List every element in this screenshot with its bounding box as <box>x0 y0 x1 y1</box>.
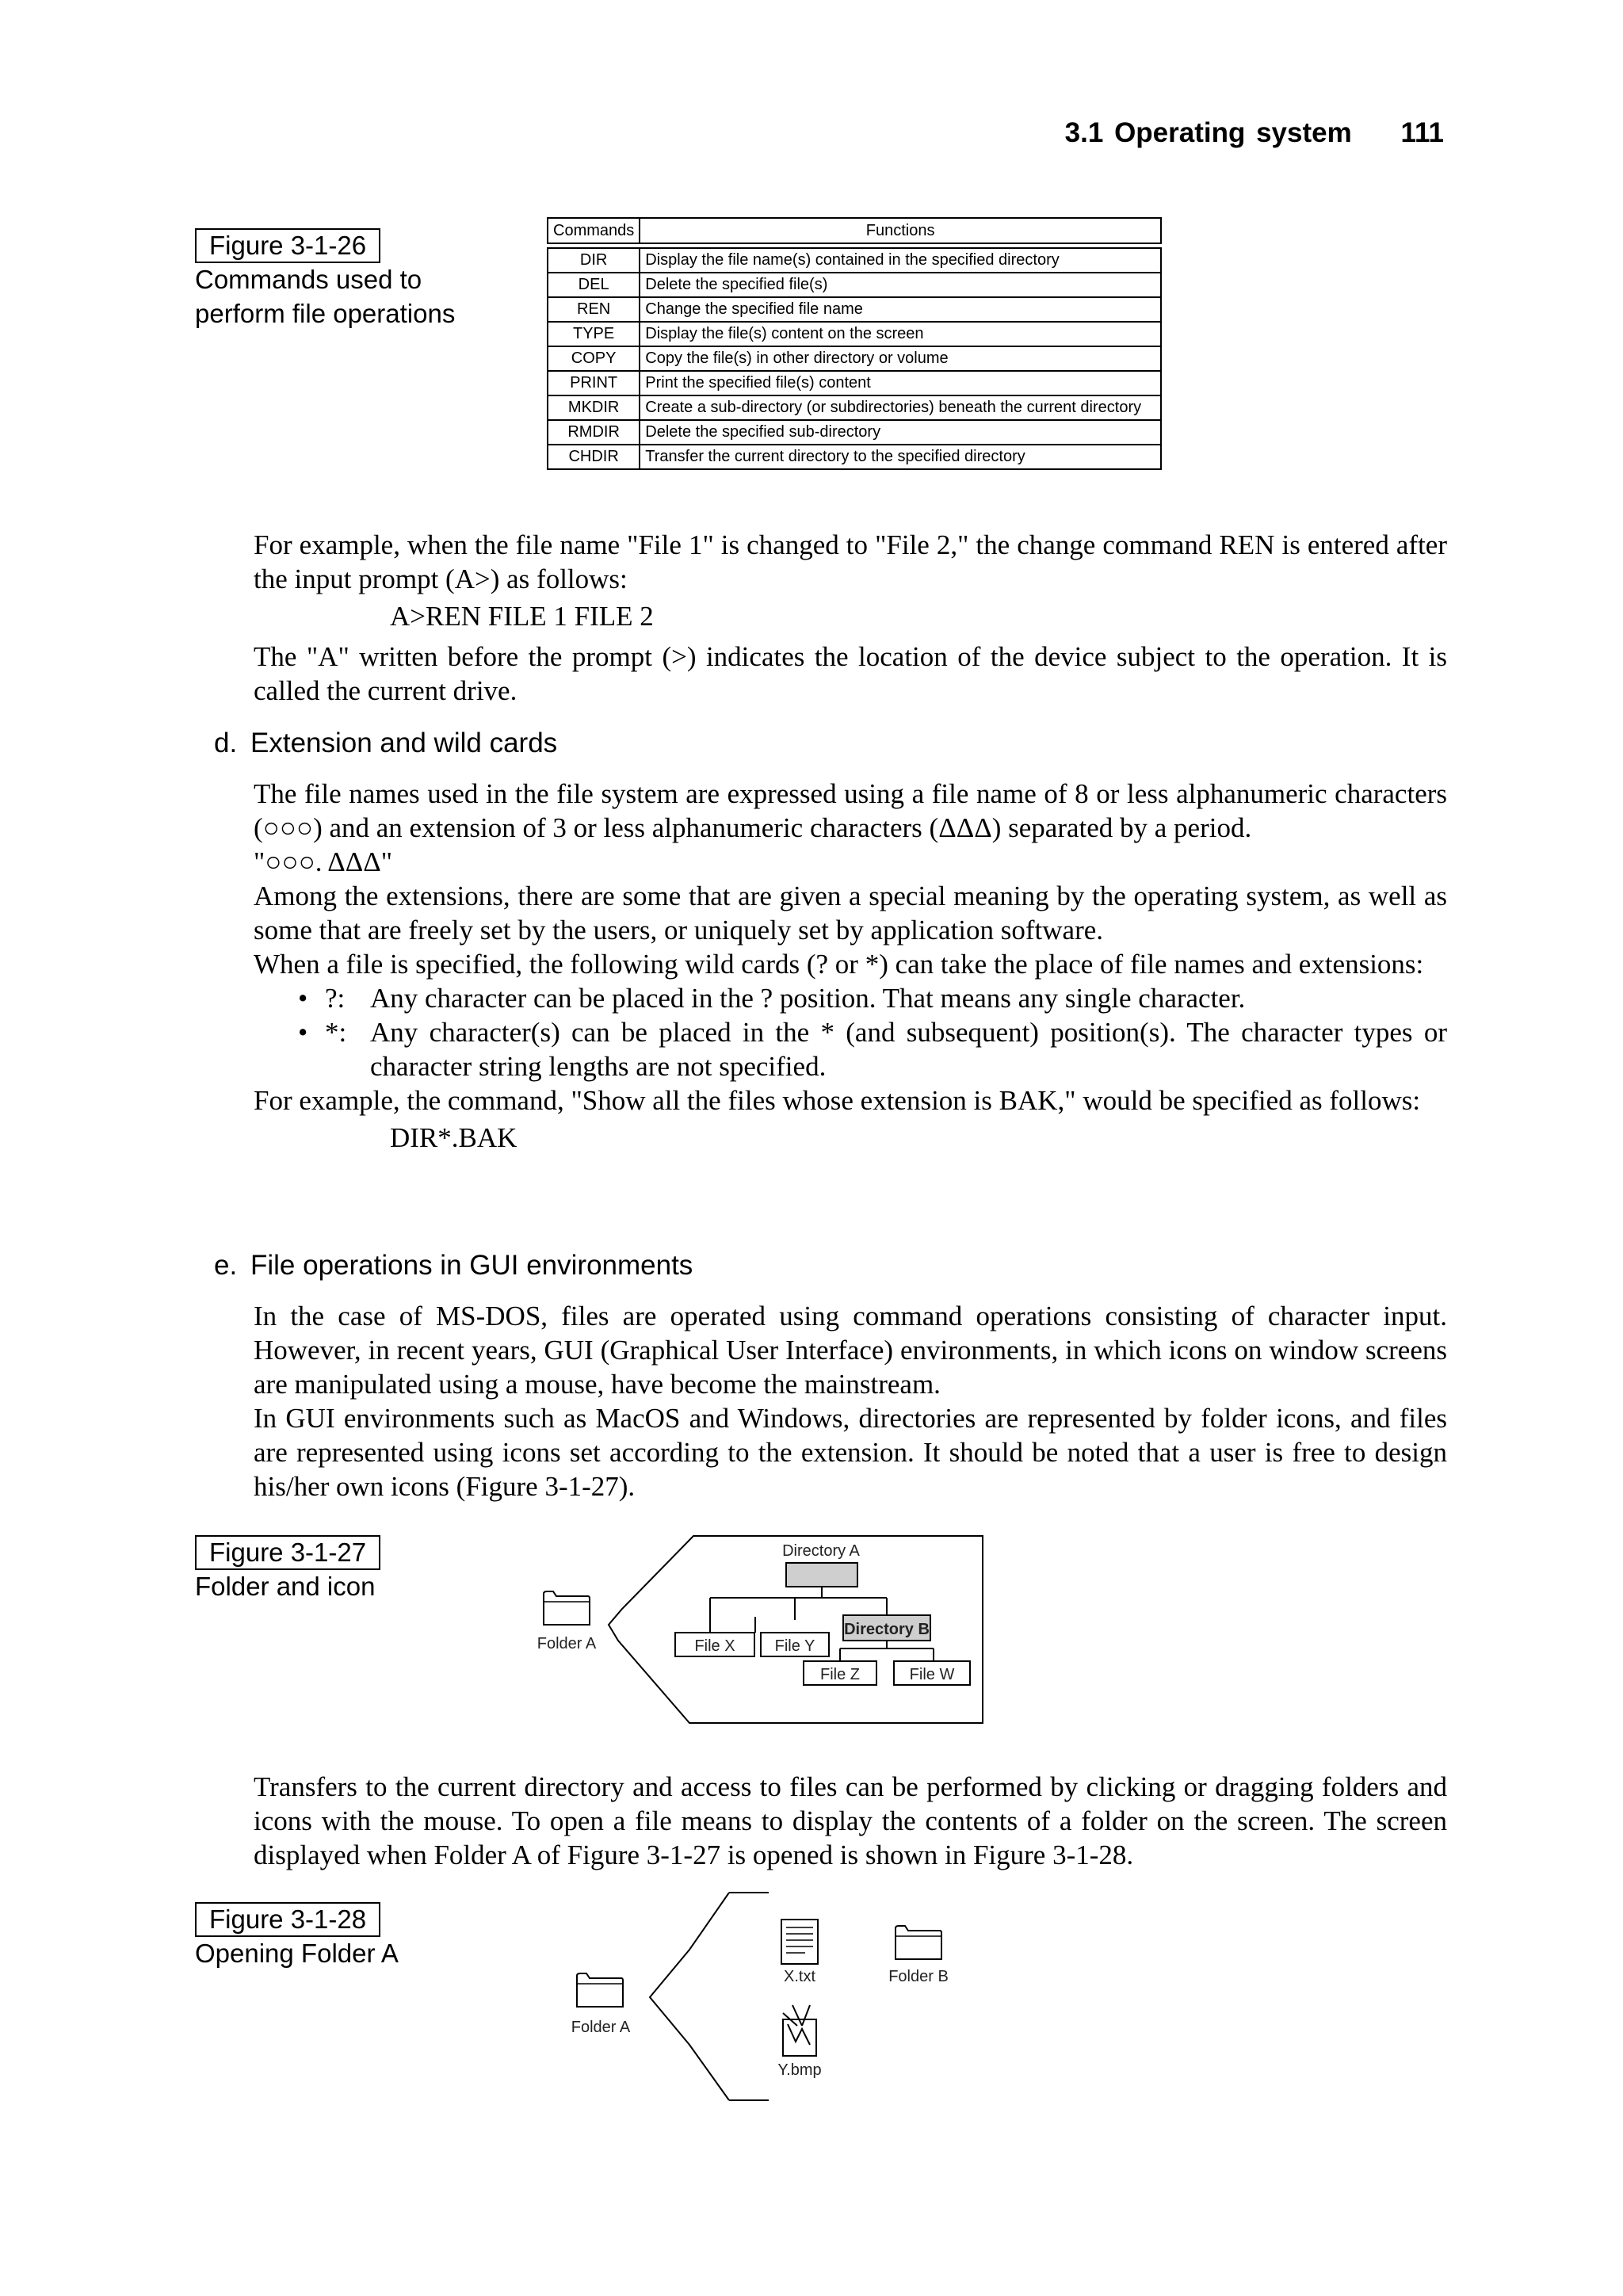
table-row <box>548 248 1161 273</box>
directory-a-label: Directory A <box>782 1542 860 1560</box>
section-d-body <box>254 777 1447 1155</box>
command-cell: DIR <box>548 248 640 273</box>
figure-27-diagram <box>523 1522 1006 1736</box>
command-cell: REN <box>548 297 640 322</box>
table-row <box>548 445 1161 469</box>
wildcard-key: *: <box>325 1017 347 1048</box>
body-block-2 <box>254 1770 1447 1872</box>
section-d-label: d. <box>214 728 238 758</box>
command-cell: RMDIR <box>548 420 640 445</box>
file-z-label: File Z <box>820 1666 860 1683</box>
folder-icon <box>896 1926 941 1959</box>
list-item <box>254 981 1447 1015</box>
paragraph: Among the extensions, there are some that are given a special meaning by the operating system, as well as some that are freely set by the users, or uniquely set by application software. <box>254 881 1447 946</box>
function-cell: Transfer the current directory to the specified directory <box>640 445 1161 469</box>
paragraph: Transfers to the current directory and access to files can be performed by clicking or dragging folders and icons with the mouse. To open a file means to display the contents of a folder on the screen. The screen displayed when Folder A of Figure 3-1-27 is opened is shown in Figure 3-1-28. <box>254 1771 1447 1870</box>
page-number: 111 <box>1400 117 1444 148</box>
running-head <box>1065 117 1444 149</box>
figure-26-caption <box>195 262 455 330</box>
wildcard-list <box>254 981 1447 1083</box>
wildcard-key: ?: <box>325 983 346 1014</box>
folder-icon <box>544 1591 590 1625</box>
function-cell: Display the file(s) content on the screen <box>640 322 1161 346</box>
wildcard-desc: Any character(s) can be placed in the * (and subsequent) position(s). The character types or character string lengths are not specified. <box>370 1017 1447 1082</box>
paint-brush-icon <box>783 2005 816 2056</box>
bullet: • <box>298 983 308 1014</box>
table-row <box>548 297 1161 322</box>
table-header-row <box>548 218 1161 243</box>
figure-26-caption-line1: Commands used to <box>195 265 422 294</box>
section-e-body <box>254 1299 1447 1503</box>
figure-28-label: Figure 3-1-28 <box>195 1902 380 1937</box>
section-e-title: File operations in GUI environments <box>250 1250 693 1281</box>
code-example-dir: DIR*.BAK <box>390 1122 517 1153</box>
file-y-label: File Y <box>774 1637 815 1655</box>
table-row <box>548 322 1161 346</box>
table-row <box>548 420 1161 445</box>
section-e-label: e. <box>214 1250 238 1281</box>
table-row <box>548 371 1161 395</box>
folder-a-label: Folder A <box>537 1635 597 1652</box>
command-cell: PRINT <box>548 371 640 395</box>
figure-27-label: Figure 3-1-27 <box>195 1535 380 1570</box>
filename-format: "○○○. ΔΔΔ" <box>254 846 393 877</box>
y-bmp-label: Y.bmp <box>777 2061 822 2079</box>
header-commands: Commands <box>548 218 640 243</box>
list-item <box>254 1015 1447 1083</box>
command-cell: CHDIR <box>548 445 640 469</box>
function-cell: Delete the specified sub-directory <box>640 420 1161 445</box>
figure-28-diagram <box>555 1886 967 2108</box>
callout-bracket <box>650 1893 729 2100</box>
table-row <box>548 346 1161 371</box>
code-example-ren: A>REN FILE 1 FILE 2 <box>390 601 654 632</box>
paragraph: The file names used in the file system are expressed using a file name of 8 or less alphanumeric characters (○○○) and an extension of 3 or less alphanumeric characters (ΔΔΔ) separated by a period. <box>254 778 1447 843</box>
section-e-heading <box>214 1250 693 1282</box>
function-cell: Change the specified file name <box>640 297 1161 322</box>
figure-28-caption: Opening Folder A <box>195 1939 399 1968</box>
command-cell: TYPE <box>548 322 640 346</box>
file-x-label: File X <box>694 1637 735 1655</box>
table-row <box>548 395 1161 420</box>
figure-26-caption-line2: perform file operations <box>195 299 456 328</box>
folder-b-label: Folder B <box>888 1968 949 1985</box>
bullet: • <box>298 1017 308 1048</box>
paragraph: When a file is specified, the following wild cards (? or *) can take the place of file names and extensions: <box>254 949 1424 980</box>
file-w-label: File W <box>909 1666 955 1683</box>
command-cell: DEL <box>548 273 640 297</box>
directory-b-label: Directory B <box>844 1621 930 1638</box>
section-d-heading <box>214 728 557 759</box>
function-cell: Delete the specified file(s) <box>640 273 1161 297</box>
command-cell: MKDIR <box>548 395 640 420</box>
section-d-title: Extension and wild cards <box>250 728 558 758</box>
folder-icon <box>577 1973 623 2007</box>
function-cell: Create a sub-directory (or subdirectories) beneath the current directory <box>640 395 1161 420</box>
paragraph: The "A" written before the prompt (>) indicates the location of the device subject to the operation. It is called the current drive. <box>254 641 1447 706</box>
table-row <box>548 273 1161 297</box>
section-number: 3.1 <box>1064 117 1104 148</box>
figure-26-label: Figure 3-1-26 <box>195 228 380 263</box>
body-block-1 <box>254 528 1447 708</box>
folder-a-label: Folder A <box>571 2019 631 2036</box>
commands-table <box>547 217 1162 470</box>
function-cell: Print the specified file(s) content <box>640 371 1161 395</box>
command-cell: COPY <box>548 346 640 371</box>
header-functions: Functions <box>640 218 1161 243</box>
paragraph: For example, when the file name "File 1" is changed to "File 2," the change command REN is entered after the input prompt (A>) as follows: <box>254 529 1447 594</box>
figure-27-caption: Folder and icon <box>195 1572 376 1601</box>
directory-a-box <box>786 1563 857 1587</box>
function-cell: Copy the file(s) in other directory or volume <box>640 346 1161 371</box>
wildcard-desc: Any character can be placed in the ? position. That means any single character. <box>370 983 1246 1014</box>
function-cell: Display the file name(s) contained in the specified directory <box>640 248 1161 273</box>
x-txt-label: X.txt <box>783 1968 816 1985</box>
paragraph: In GUI environments such as MacOS and Windows, directories are represented by folder icons, and files are represented using icons set according to the extension. It should be noted that a user is free to design his/her own icons (Figure 3-1-27). <box>254 1403 1447 1502</box>
text-document-icon <box>781 1920 818 1964</box>
paragraph: In the case of MS-DOS, files are operated using command operations consisting of character input. However, in recent years, GUI (Graphical User Interface) environments, in which icons on window screens are manipulated using a mouse, have become the mainstream. <box>254 1301 1447 1400</box>
section-title: Operating system <box>1114 117 1352 148</box>
paragraph: For example, the command, "Show all the files whose extension is BAK," would be specified as follows: <box>254 1085 1421 1116</box>
